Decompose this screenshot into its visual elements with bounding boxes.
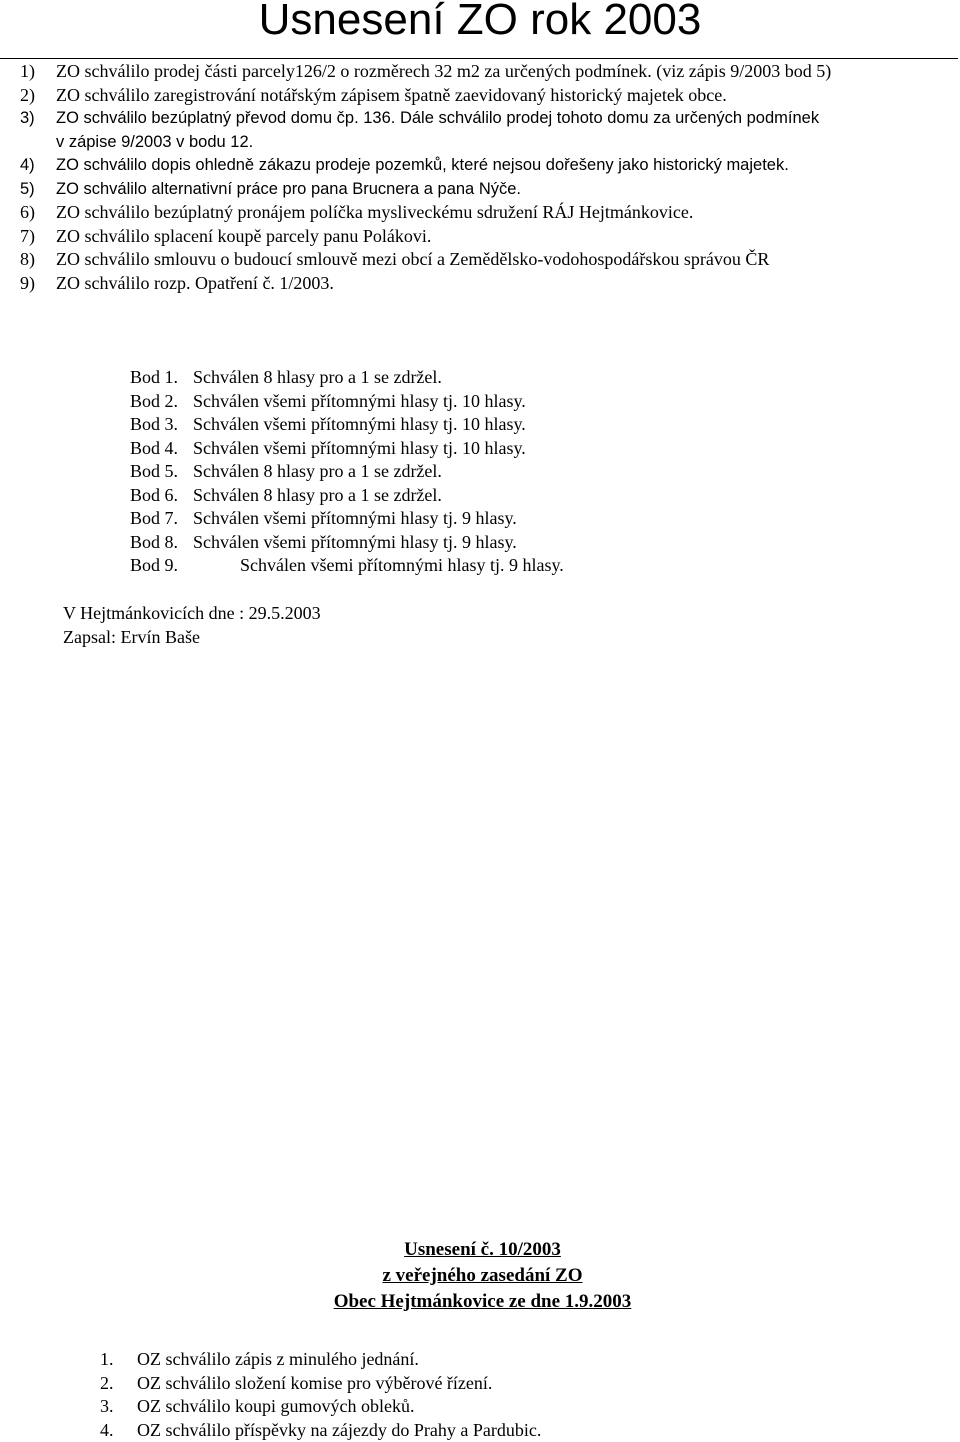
vote-row — [130, 531, 564, 555]
list-item — [100, 1395, 541, 1419]
list-item — [100, 1419, 541, 1442]
vote-result: Schválen všemi přítomnými hlasy tj. 9 hlasy. — [193, 531, 517, 552]
place-date: V Hejtmánkovicích dne : 29.5.2003 — [63, 603, 321, 623]
vote-point: Bod 9. — [130, 555, 179, 575]
vote-row — [130, 390, 564, 414]
resolution-list-2 — [100, 1348, 541, 1442]
resolution-list — [20, 60, 950, 295]
vote-result: Schválen 8 hlasy pro a 1 se zdržel. — [193, 367, 442, 387]
item-number: 9) — [20, 272, 35, 293]
item-number: 3. — [100, 1396, 114, 1416]
item-number: 8) — [20, 249, 35, 269]
list-item — [20, 248, 950, 272]
vote-row — [130, 437, 564, 461]
title-divider — [0, 58, 958, 59]
resolution-number: Usnesení č. 10/2003 — [404, 1239, 561, 1260]
list-item — [100, 1348, 541, 1372]
list-item — [20, 107, 950, 154]
list-item — [20, 154, 950, 178]
list-item — [100, 1372, 541, 1396]
meeting-date: Obec Hejtmánkovice ze dne 1.9.2003 — [333, 1291, 632, 1312]
item-number: 1) — [20, 61, 35, 81]
item-text: ZO schválilo alternativní práce pro pana Brucnera a pana Nýče. — [56, 179, 521, 198]
recorder: Zapsal: Ervín Baše — [63, 627, 200, 647]
list-item — [20, 272, 950, 296]
item-number: 4) — [20, 156, 35, 174]
vote-result: Schválen všemi přítomnými hlasy tj. 10 hlasy. — [193, 414, 526, 434]
list-item — [20, 84, 950, 108]
item-text: OZ schválilo složení komise pro výběrové řízení. — [137, 1372, 493, 1393]
vote-point: Bod 3. — [130, 414, 179, 434]
item-text: ZO schválilo bezúplatný pronájem políčka mysliveckému sdružení RÁJ Hejtmánkovice. — [56, 202, 694, 222]
vote-point: Bod 4. — [130, 437, 179, 458]
vote-result: Schválen všemi přítomnými hlasy tj. 9 hlasy. — [193, 508, 517, 528]
vote-row — [130, 413, 564, 437]
vote-result: Schválen všemi přítomnými hlasy tj. 9 hlasy. — [240, 555, 564, 575]
item-text: ZO schválilo zaregistrování notářským zápisem špatně zaevidovaný historický majetek obce. — [56, 84, 727, 105]
item-number: 6) — [20, 202, 35, 222]
item-number: 5) — [20, 179, 35, 198]
item-text: ZO schválilo bezúplatný převod domu čp. 136. Dále schválilo prodej tohoto domu za určených podmínek — [56, 109, 820, 127]
vote-point: Bod 5. — [130, 461, 179, 481]
vote-point: Bod 7. — [130, 508, 179, 528]
list-item — [20, 178, 950, 202]
item-text: OZ schválilo příspěvky na zájezdy do Prahy a Pardubic. — [137, 1419, 542, 1440]
vote-point: Bod 2. — [130, 390, 179, 411]
vote-result: Schválen 8 hlasy pro a 1 se zdržel. — [193, 461, 442, 481]
vote-row — [130, 507, 564, 531]
item-number: 3) — [20, 109, 35, 127]
item-number: 2) — [20, 84, 35, 105]
meeting-type: z veřejného zasedání ZO — [382, 1265, 583, 1286]
item-text: ZO schválilo dopis ohledně zákazu prodeje pozemků, které nejsou dořešeny jako historický majetek. — [56, 156, 789, 174]
vote-result: Schválen všemi přítomnými hlasy tj. 10 hlasy. — [193, 437, 526, 458]
item-number: 7) — [20, 225, 35, 246]
vote-result: Schválen 8 hlasy pro a 1 se zdržel. — [193, 484, 442, 505]
vote-row — [130, 554, 564, 578]
vote-row — [130, 484, 564, 508]
list-item — [20, 201, 950, 225]
vote-row — [130, 366, 564, 390]
page-title: Usnesení ZO rok 2003 — [258, 0, 702, 44]
item-text: OZ schválilo koupi gumových obleků. — [137, 1396, 415, 1416]
item-text: ZO schválilo splacení koupě parcely panu Polákovi. — [56, 225, 432, 246]
item-text: ZO schválilo prodej části parcely126/2 o rozměrech 32 m2 za určených podmínek. (viz zápis 9/2003 bod 5) — [56, 61, 832, 81]
item-text: OZ schválilo zápis z minulého jednání. — [137, 1349, 419, 1369]
list-item — [20, 225, 950, 249]
list-item — [20, 60, 950, 84]
item-text: ZO schválilo smlouvu o budoucí smlouvě mezi obcí a Zemědělsko-vodohospodářskou správou ČR — [56, 249, 770, 269]
vote-point: Bod 8. — [130, 531, 179, 552]
item-text-continuation: v zápise 9/2003 v bodu 12. — [56, 132, 254, 151]
item-text: ZO schválilo rozp. Opatření č. 1/2003. — [56, 272, 334, 293]
vote-result: Schválen všemi přítomnými hlasy tj. 10 hlasy. — [193, 390, 526, 411]
voting-results — [130, 366, 564, 578]
item-number: 2. — [100, 1372, 114, 1393]
item-number: 1. — [100, 1349, 114, 1369]
signature-block — [63, 601, 321, 649]
vote-point: Bod 6. — [130, 484, 179, 505]
item-number: 4. — [100, 1419, 114, 1440]
vote-point: Bod 1. — [130, 367, 179, 387]
resolution-header — [0, 1237, 960, 1315]
vote-row — [130, 460, 564, 484]
